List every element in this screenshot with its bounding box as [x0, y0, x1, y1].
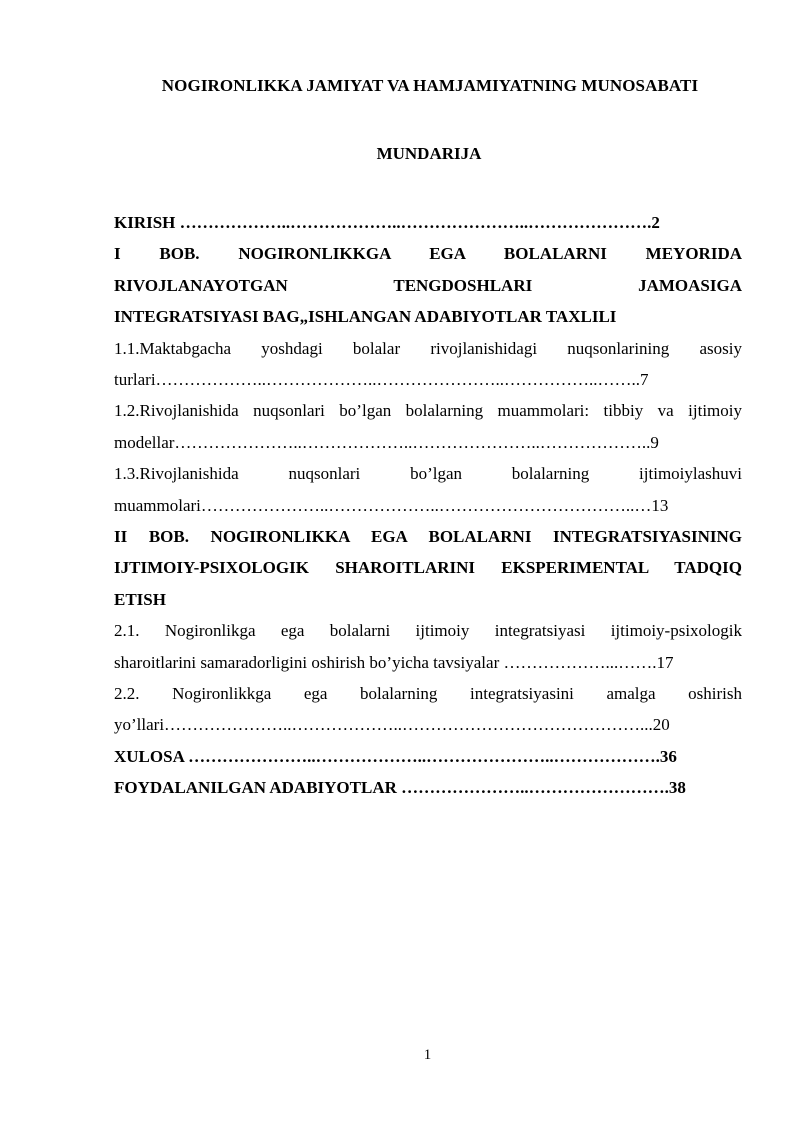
toc-section-1-2-line2: modellar…………………..………………..…………………..………………..9 [114, 432, 659, 452]
toc-chapter2-line2: IJTIMOIY-PSIXOLOGIK SHAROITLARINI EKSPERIMENTAL TADQIQ [114, 558, 742, 578]
toc-section-2-2-line1: 2.2. Nogironlikkga ega bolalarning integratsiyasini amalga oshirish [114, 683, 742, 703]
toc-section-2-1-line2: sharoitlarini samaradorligini oshirish bo’yicha tavsiyalar ………………...…….17 [114, 652, 674, 672]
toc-entry-intro: KIRISH ………………..………………..…………………..………………….2 [114, 213, 660, 232]
toc-section-1-3-line2: muammolari…………………..………………..……………………………..…13 [114, 495, 669, 515]
table-of-contents [114, 207, 742, 804]
toc-entry-references: FOYDALANILGAN ADABIYOTLAR …………………..…………………….38 [114, 778, 686, 798]
document-title: NOGIRONLIKKA JAMIYAT VA HAMJAMIYATNING MUNOSABATI [161, 76, 699, 95]
toc-chapter1-line2: RIVOJLANAYOTGAN TENGDOSHLARI JAMOASIGA [114, 275, 742, 295]
toc-entry-conclusion: XULOSA …………………..………………..…………………..……………….36 [114, 746, 677, 766]
toc-heading: MUNDARIJA [376, 144, 482, 163]
toc-chapter2-line1: II BOB. NOGIRONLIKKA EGA BOLALARNI INTEGRATSIYASINING [114, 526, 742, 546]
toc-section-2-1-line1: 2.1. Nogironlikga ega bolalarni ijtimoiy integratsiyasi ijtimoiy-psixologik [114, 621, 742, 641]
toc-section-1-2-line1: 1.2.Rivojlanishida nuqsonlari bo’lgan bolalarning muammolari: tibbiy va ijtimoiy [114, 401, 742, 421]
toc-section-2-2-line2: yo’llari…………………..………………..……………………………………...20 [114, 715, 670, 735]
toc-chapter2-line3: ETISH [114, 589, 166, 609]
toc-chapter1-line1: I BOB. NOGIRONLIKKGA EGA BOLALARNI MEYORIDA [114, 244, 742, 264]
toc-section-1-1-line1: 1.1.Maktabgacha yoshdagi bolalar rivojlanishidagi nuqsonlarining asosiy [114, 338, 742, 358]
toc-chapter1-line3: INTEGRATSIYASI BAG„ISHLANGAN ADABIYOTLAR TAXLILI [114, 307, 617, 327]
toc-section-1-3-line1: 1.3.Rivojlanishida nuqsonlari bo’lgan bolalarning ijtimoiylashuvi [114, 464, 742, 484]
page-number: 1 [423, 1047, 432, 1063]
toc-section-1-1-line2: turlari………………..………………..…………………..……………..……..7 [114, 369, 649, 389]
